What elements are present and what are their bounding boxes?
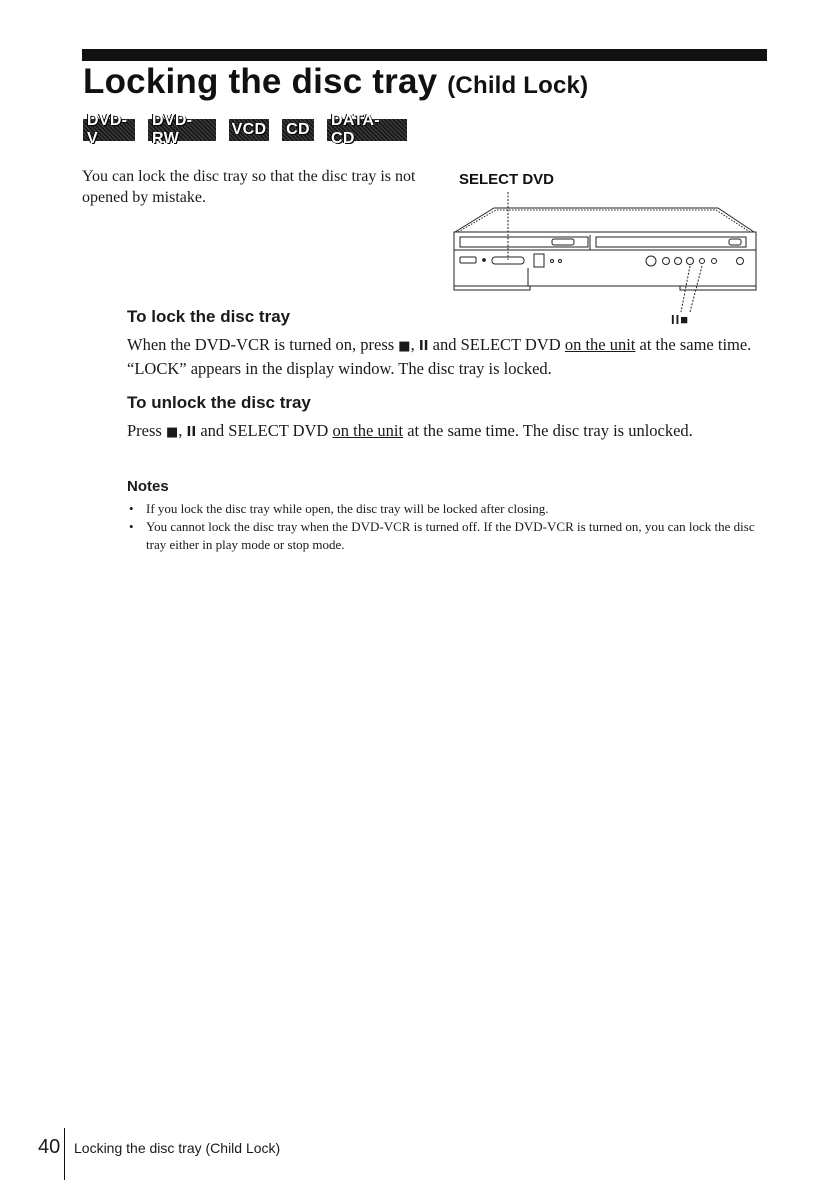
disc-type-badges bbox=[83, 112, 407, 147]
lock-text-1: When the DVD-VCR is turned on, press bbox=[127, 335, 399, 354]
intro-paragraph: You can lock the disc tray so that the disc tray is not opened by mistake. bbox=[82, 168, 416, 206]
unlock-text-3: at the same time. The disc tray is unlocked. bbox=[403, 421, 693, 440]
stop-pause-label: II■ bbox=[671, 312, 690, 327]
lock-underlined: on the unit bbox=[564, 335, 636, 354]
notes-heading: Notes bbox=[127, 478, 169, 495]
badge-dvd-v: DVD-V bbox=[83, 119, 135, 141]
badge-vcd: VCD bbox=[229, 119, 269, 141]
pause-icon: II bbox=[186, 425, 197, 440]
dvd-vcr-illustration bbox=[450, 190, 760, 315]
header-rule bbox=[82, 49, 767, 61]
title-main: Locking the disc tray bbox=[83, 62, 438, 101]
page-title bbox=[83, 62, 588, 102]
badge-data-cd: DATA-CD bbox=[327, 119, 407, 141]
stop-icon: ■ bbox=[165, 425, 179, 440]
unlock-paragraph bbox=[127, 420, 737, 444]
lock-paragraph bbox=[127, 334, 767, 380]
lock-heading: To lock the disc tray bbox=[127, 307, 291, 326]
footer-section-title: Locking the disc tray (Child Lock) bbox=[74, 1140, 281, 1156]
page-number: 40 bbox=[38, 1136, 61, 1158]
select-dvd-label: SELECT DVD bbox=[459, 171, 555, 188]
stop-icon: ■ bbox=[398, 339, 411, 354]
pause-icon: II bbox=[418, 339, 429, 354]
title-sub: (Child Lock) bbox=[447, 72, 589, 99]
footer-rule bbox=[64, 1128, 65, 1180]
unlock-comma: , bbox=[178, 421, 187, 440]
lock-comma: , bbox=[410, 335, 419, 354]
lock-text-3: at the same time. “LOCK” appears in the display window. The disc tray is locked. bbox=[127, 335, 752, 378]
lock-text-2: and SELECT DVD bbox=[428, 335, 565, 354]
badge-dvd-rw: DVD-RW bbox=[148, 119, 216, 141]
unlock-heading: To unlock the disc tray bbox=[127, 393, 311, 412]
unlock-text-1: Press bbox=[127, 421, 166, 440]
unlock-text-2: and SELECT DVD bbox=[196, 421, 333, 440]
notes-list bbox=[127, 500, 767, 554]
unlock-underlined: on the unit bbox=[332, 421, 404, 440]
note-item: • If you lock the disc tray while open, the disc tray will be locked after closing. bbox=[127, 500, 767, 518]
badge-cd: CD bbox=[282, 119, 314, 141]
note-item: • You cannot lock the disc tray when the DVD-VCR is turned off. If the DVD-VCR is turned on, you can lock the disc tray either in play mode or stop mode. bbox=[127, 518, 767, 554]
